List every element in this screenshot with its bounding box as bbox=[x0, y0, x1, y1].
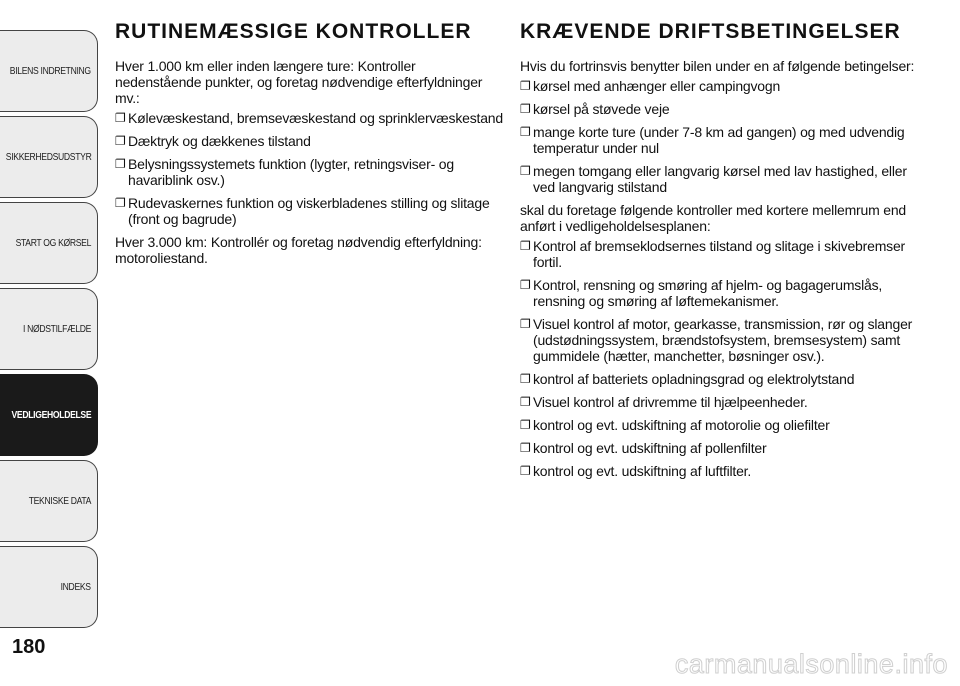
list-item: ❐ kontrol og evt. udskiftning af motorolie og oliefilter bbox=[520, 417, 830, 433]
checkbox-bullet-icon: ❐ bbox=[520, 239, 531, 253]
list-item: ❐ Belysningssystemets funktion (lygter, retningsviser- og havariblink osv.) bbox=[115, 156, 454, 188]
routine-outro: Hver 3.000 km: Kontrollér og foretag nødvendig efterfyldning: motoroliestand. bbox=[115, 234, 482, 266]
tab-indeks[interactable] bbox=[0, 546, 98, 628]
list-item: ❐ kørsel på støvede veje bbox=[520, 101, 670, 117]
list-item: ❐ Visuel kontrol af drivremme til hjælpeenheder. bbox=[520, 394, 808, 410]
list-item: ❐ kørsel med anhænger eller campingvogn bbox=[520, 78, 781, 94]
list-item: ❐ Kontrol af bremseklodsernes tilstand og slitage i skivebremser fortil. bbox=[520, 238, 905, 270]
tab-label: START OG KØRSEL bbox=[15, 237, 91, 249]
checkbox-bullet-icon: ❐ bbox=[520, 317, 531, 331]
tab-start-og-korsel[interactable] bbox=[0, 202, 98, 284]
demanding-middle: skal du foretage følgende kontroller med kortere mellemrum end anført i vedligeholdelsesplanen: bbox=[520, 202, 907, 234]
list-item: ❐ megen tomgang eller langvarig kørsel med lav hastighed, eller ved langvarig stilstand bbox=[520, 163, 907, 195]
tab-bilens-indretning[interactable] bbox=[0, 30, 98, 112]
checkbox-bullet-icon: ❐ bbox=[520, 418, 531, 432]
checkbox-bullet-icon: ❐ bbox=[115, 134, 126, 148]
list-item: ❐ Visuel kontrol af motor, gearkasse, transmission, rør og slanger (udstødningssystem, brændstofsystem, bremsesystem) samt gummidele (hætter, manchetter, bøsninger osv.). bbox=[520, 316, 913, 364]
tab-label: I NØDSTILFÆLDE bbox=[22, 323, 91, 335]
list-item: ❐ Kølevæskestand, bremsevæskestand og sprinklervæskestand bbox=[115, 110, 503, 126]
tab-vedligeholdelse[interactable] bbox=[0, 374, 98, 456]
checkbox-bullet-icon: ❐ bbox=[115, 111, 126, 125]
list-item: ❐ kontrol og evt. udskiftning af luftfilter. bbox=[520, 463, 752, 479]
checkbox-bullet-icon: ❐ bbox=[520, 164, 531, 178]
list-item: ❐ Rudevaskernes funktion og viskerbladenes stilling og slitage (front og bagrude) bbox=[115, 195, 490, 227]
tab-label: VEDLIGEHOLDELSE bbox=[11, 409, 91, 421]
watermark: carmanualsonline.info bbox=[674, 649, 948, 679]
section-title-demanding: KRÆVENDE DRIFTSBETINGELSER bbox=[520, 20, 901, 43]
tab-label: BILENS INDRETNING bbox=[9, 65, 91, 77]
checkbox-bullet-icon: ❐ bbox=[520, 395, 531, 409]
tab-label: INDEKS bbox=[60, 581, 91, 593]
right-column bbox=[520, 20, 920, 486]
checkbox-bullet-icon: ❐ bbox=[520, 102, 531, 116]
tab-i-nodstilfaelde[interactable] bbox=[0, 288, 98, 370]
checkbox-bullet-icon: ❐ bbox=[115, 157, 126, 171]
list-item: ❐ kontrol og evt. udskiftning af pollenfilter bbox=[520, 440, 767, 456]
tab-tekniske-data[interactable] bbox=[0, 460, 98, 542]
tab-label: TEKNISKE DATA bbox=[28, 495, 91, 507]
routine-intro: Hver 1.000 km eller inden længere ture: Kontroller nedenstående punkter, og foretag nødvendige efterfyldninger mv.: bbox=[115, 58, 483, 106]
tab-label: SIKKERHEDSUDSTYR bbox=[5, 151, 91, 163]
demanding-intro: Hvis du fortrinsvis benytter bilen under en af følgende betingelser: bbox=[520, 58, 915, 74]
list-item: ❐ kontrol af batteriets opladningsgrad og elektrolytstand bbox=[520, 371, 855, 387]
list-item: ❐ Kontrol, rensning og smøring af hjelm- og bagagerumslås, rensning og smøring af løftemekanismer. bbox=[520, 277, 883, 309]
checkbox-bullet-icon: ❐ bbox=[520, 79, 531, 93]
list-item: ❐ mange korte ture (under 7-8 km ad gangen) og med udvendig temperatur under nul bbox=[520, 124, 905, 156]
tab-sikkerhedsudstyr[interactable] bbox=[0, 116, 98, 198]
checkbox-bullet-icon: ❐ bbox=[520, 125, 531, 139]
checkbox-bullet-icon: ❐ bbox=[115, 196, 126, 210]
list-item: ❐ Dæktryk og dækkenes tilstand bbox=[115, 133, 311, 149]
checkbox-bullet-icon: ❐ bbox=[520, 464, 531, 478]
checkbox-bullet-icon: ❐ bbox=[520, 372, 531, 386]
left-column bbox=[115, 20, 505, 270]
section-title-routine: RUTINEMÆSSIGE KONTROLLER bbox=[115, 20, 472, 43]
checkbox-bullet-icon: ❐ bbox=[520, 441, 531, 455]
page-number: 180 bbox=[12, 636, 46, 658]
checkbox-bullet-icon: ❐ bbox=[520, 278, 531, 292]
